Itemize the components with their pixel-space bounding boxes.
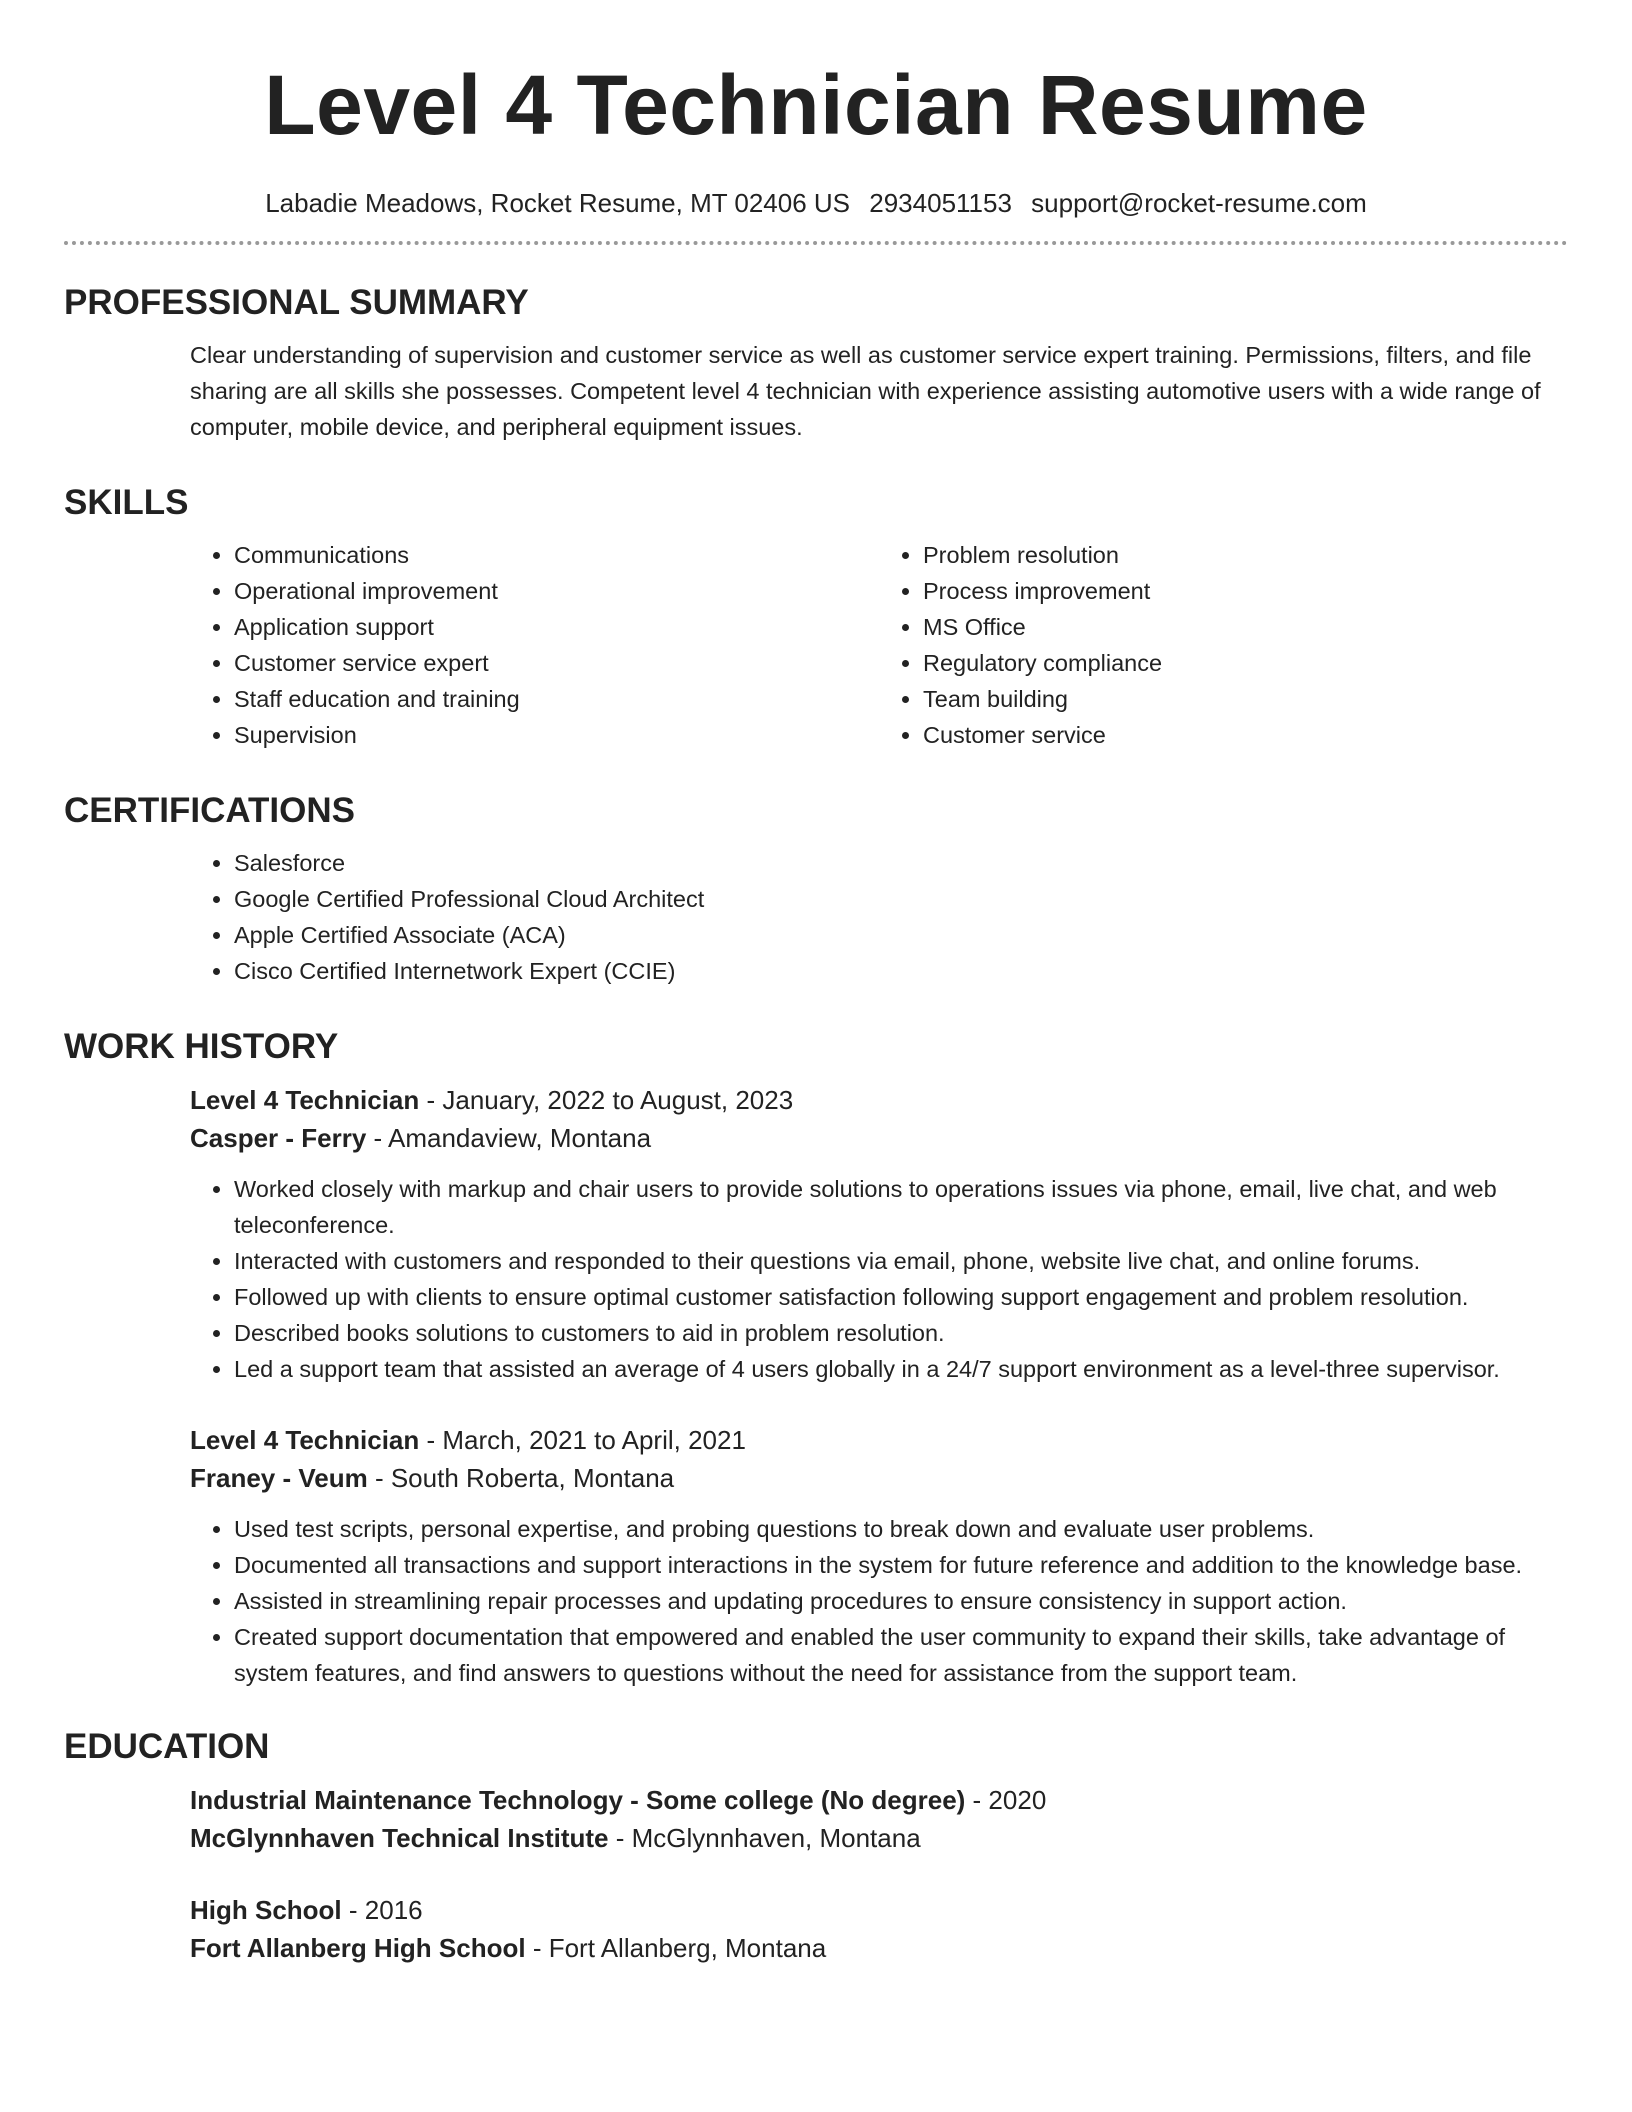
education-degree-line (190, 1781, 1568, 1819)
job-role: Level 4 Technician (190, 1085, 420, 1115)
list-item: • Team building (923, 681, 1568, 717)
list-item: • Application support (234, 609, 879, 645)
contact-line (64, 187, 1568, 219)
list-item: • Cisco Certified Internetwork Expert (CCIE) (234, 953, 1568, 989)
summary-section (64, 281, 1568, 445)
education-year: - 2016 (341, 1895, 423, 1925)
list-item: • Described books solutions to customers to aid in problem resolution. (234, 1315, 1568, 1351)
job-title-line (190, 1081, 1568, 1119)
section-title-work-history: WORK HISTORY (64, 1027, 339, 1066)
list-item: • Led a support team that assisted an average of 4 users globally in a 24/7 support environment as a level-three supervisor. (234, 1351, 1568, 1387)
list-item: • Customer service (923, 717, 1568, 753)
list-item: • Staff education and training (234, 681, 879, 717)
job-bullets (190, 1171, 1568, 1387)
list-item: • Interacted with customers and responded to their questions via email, phone, website live chat, and online forums. (234, 1243, 1568, 1279)
contact-address: Labadie Meadows, Rocket Resume, MT 02406 US (265, 188, 851, 218)
education-degree: Industrial Maintenance Technology - Some college (No degree) (190, 1785, 966, 1815)
job-dates: - January, 2022 to August, 2023 (419, 1085, 794, 1115)
contact-email: support@rocket-resume.com (1031, 188, 1367, 218)
section-title-certifications: CERTIFICATIONS (64, 791, 356, 830)
job-company: Franey - Veum (190, 1463, 368, 1493)
education-entry (190, 1891, 1568, 1967)
job-entry (190, 1081, 1568, 1387)
list-item: • Regulatory compliance (923, 645, 1568, 681)
list-item: • Communications (234, 537, 879, 573)
certifications-list (190, 845, 1568, 989)
summary-text: Clear understanding of supervision and customer service as well as customer service expert training. Permissions, filters, and file sharing are all skills she possesses. Competent level 4 technician with experience assisting automotive users with a wide range of computer, mobile device, and peripheral equipment issues. (190, 342, 1541, 440)
list-item: • Documented all transactions and support interactions in the system for future reference and addition to the knowledge base. (234, 1547, 1568, 1583)
job-location: - South Roberta, Montana (367, 1463, 675, 1493)
list-item: • Apple Certified Associate (ACA) (234, 917, 1568, 953)
list-item: • Worked closely with markup and chair users to provide solutions to operations issues via phone, email, live chat, and web teleconference. (234, 1171, 1568, 1243)
job-company-line (190, 1119, 1568, 1157)
list-item: • Google Certified Professional Cloud Architect (234, 881, 1568, 917)
list-item: • Assisted in streamlining repair processes and updating procedures to ensure consistency in support action. (234, 1583, 1568, 1619)
list-item: • Salesforce (234, 845, 1568, 881)
education-year: - 2020 (965, 1785, 1047, 1815)
education-school-line (190, 1929, 1568, 1967)
job-company-line (190, 1459, 1568, 1497)
job-bullets (190, 1511, 1568, 1691)
certifications-section (64, 789, 1568, 989)
page-title: Level 4 Technician Resume (264, 58, 1368, 152)
list-item: • Customer service expert (234, 645, 879, 681)
list-item: • MS Office (923, 609, 1568, 645)
list-item: • Supervision (234, 717, 879, 753)
skills-list-right (879, 537, 1568, 753)
job-company: Casper - Ferry (190, 1123, 367, 1153)
job-location: - Amandaview, Montana (366, 1123, 652, 1153)
work-history-section (64, 1025, 1568, 1691)
header-divider (64, 241, 1568, 245)
job-title-line (190, 1421, 1568, 1459)
list-item: • Created support documentation that empowered and enabled the user community to expand their skills, take advantage of system features, and find answers to questions without the need for assistance from the support team. (234, 1619, 1568, 1691)
resume-header (64, 0, 1568, 245)
list-item: • Process improvement (923, 573, 1568, 609)
education-location: - Fort Allanberg, Montana (525, 1933, 827, 1963)
list-item: • Used test scripts, personal expertise, and probing questions to break down and evaluate user problems. (234, 1511, 1568, 1547)
job-dates: - March, 2021 to April, 2021 (419, 1425, 746, 1455)
education-school-line (190, 1819, 1568, 1857)
section-title-education: EDUCATION (64, 1727, 270, 1766)
skills-section (64, 481, 1568, 753)
education-section (64, 1725, 1568, 1967)
education-entry (190, 1781, 1568, 1857)
list-item: • Problem resolution (923, 537, 1568, 573)
job-role: Level 4 Technician (190, 1425, 420, 1455)
section-title-summary: PROFESSIONAL SUMMARY (64, 283, 529, 322)
skills-list-left (190, 537, 879, 753)
education-school: Fort Allanberg High School (190, 1933, 526, 1963)
education-degree-line (190, 1891, 1568, 1929)
education-school: McGlynnhaven Technical Institute (190, 1823, 609, 1853)
education-degree: High School (190, 1895, 342, 1925)
contact-phone: 2934051153 (869, 188, 1012, 218)
job-entry (190, 1421, 1568, 1691)
education-location: - McGlynnhaven, Montana (608, 1823, 921, 1853)
section-title-skills: SKILLS (64, 483, 189, 522)
list-item: • Operational improvement (234, 573, 879, 609)
list-item: • Followed up with clients to ensure optimal customer satisfaction following support engagement and problem resolution. (234, 1279, 1568, 1315)
